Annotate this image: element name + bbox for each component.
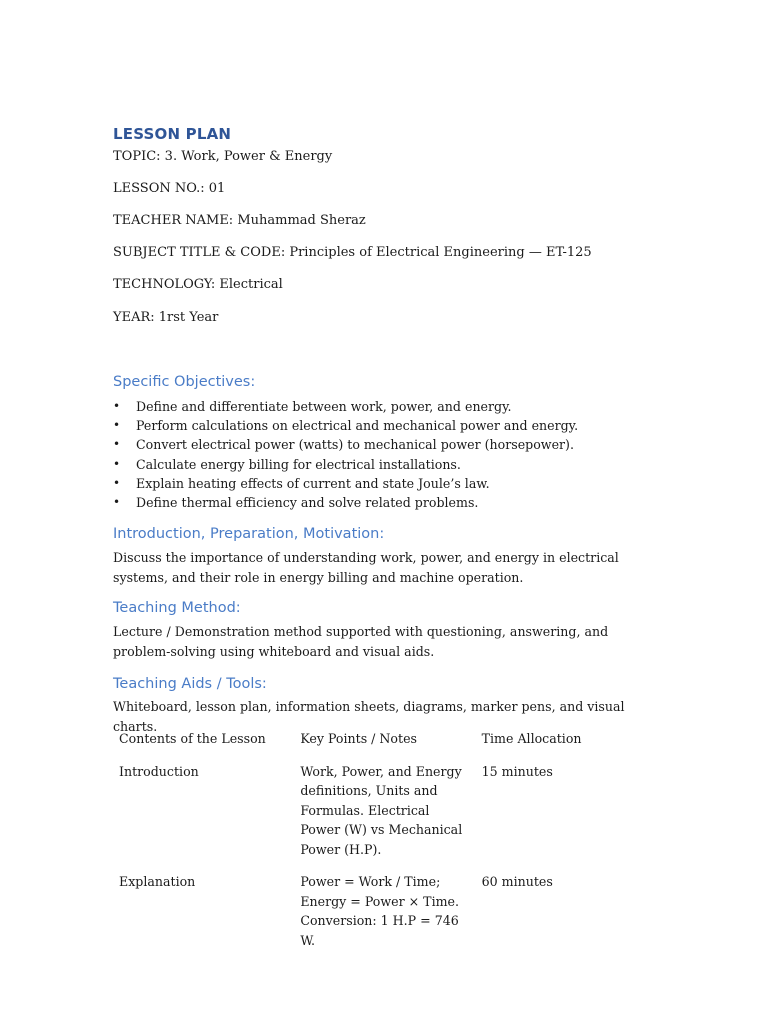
table-cell: Power = Work / Time; Energy = Power × Time. Conversion: 1 H.P = 746 W. [300,874,460,948]
objectives-list [113,397,578,512]
list-item: • Calculate energy billing for electrical installations. [113,455,578,474]
intro-paragraph: Discuss the importance of understanding work, power, and energy in electrical systems, and their role in energy billing and machine operation. [113,550,619,585]
bullet-icon: • [113,399,121,413]
table-cell: 60 minutes [481,874,553,889]
list-item: • Define and differentiate between work, power, and energy. [113,397,578,416]
subject-line: SUBJECT TITLE & CODE: Principles of Electrical Engineering — ET-125 [113,245,592,260]
topic-line: TOPIC: 3. Work, Power & Energy [113,149,333,164]
table-cell: 15 minutes [481,763,553,779]
list-item: • Perform calculations on electrical and mechanical power and energy. [113,416,578,435]
objectives-heading: Specific Objectives: [113,374,256,390]
bullet-icon: • [113,475,121,490]
intro-heading: Introduction, Preparation, Motivation: [113,526,385,542]
teacher-name-line: TEACHER NAME: Muhammad Sheraz [113,213,366,228]
bullet-icon: • [113,418,121,433]
table-row [113,762,668,873]
lesson-no-line: LESSON NO.: 01 [113,181,226,196]
bullet-icon: • [113,456,121,471]
list-item: • Explain heating effects of current and state Joule’s law. [113,474,578,493]
doc-title: LESSON PLAN [113,125,232,143]
lesson-table [113,729,668,963]
aids-paragraph: Whiteboard, lesson plan, information sheets, diagrams, marker pens, and visual charts. [113,699,625,734]
header-contents: Contents of the Lesson [119,731,266,746]
table-header-row [113,729,668,762]
method-paragraph: Lecture / Demonstration method supported with questioning, answering, and problem-solving using whiteboard and visual aids. [113,624,609,659]
table-cell: Introduction [119,763,199,779]
header-time: Time Allocation [481,731,582,746]
header-key-points: Key Points / Notes [300,731,417,746]
list-item: • Define thermal efficiency and solve related problems. [113,493,578,512]
method-heading: Teaching Method: [113,600,241,616]
list-item: • Convert electrical power (watts) to mechanical power (horsepower). [113,435,578,454]
year-line: YEAR: 1rst Year [113,310,219,325]
table-row [113,872,668,963]
bullet-icon: • [113,494,121,509]
table-cell: Work, Power, and Energy definitions, Units and Formulas. Electrical Power (W) vs Mechanical Power (H.P). [300,763,463,857]
technology-line: TECHNOLOGY: Electrical [113,277,283,292]
aids-heading: Teaching Aids / Tools: [113,676,267,692]
bullet-icon: • [113,437,121,452]
table-cell: Explanation [119,874,196,889]
